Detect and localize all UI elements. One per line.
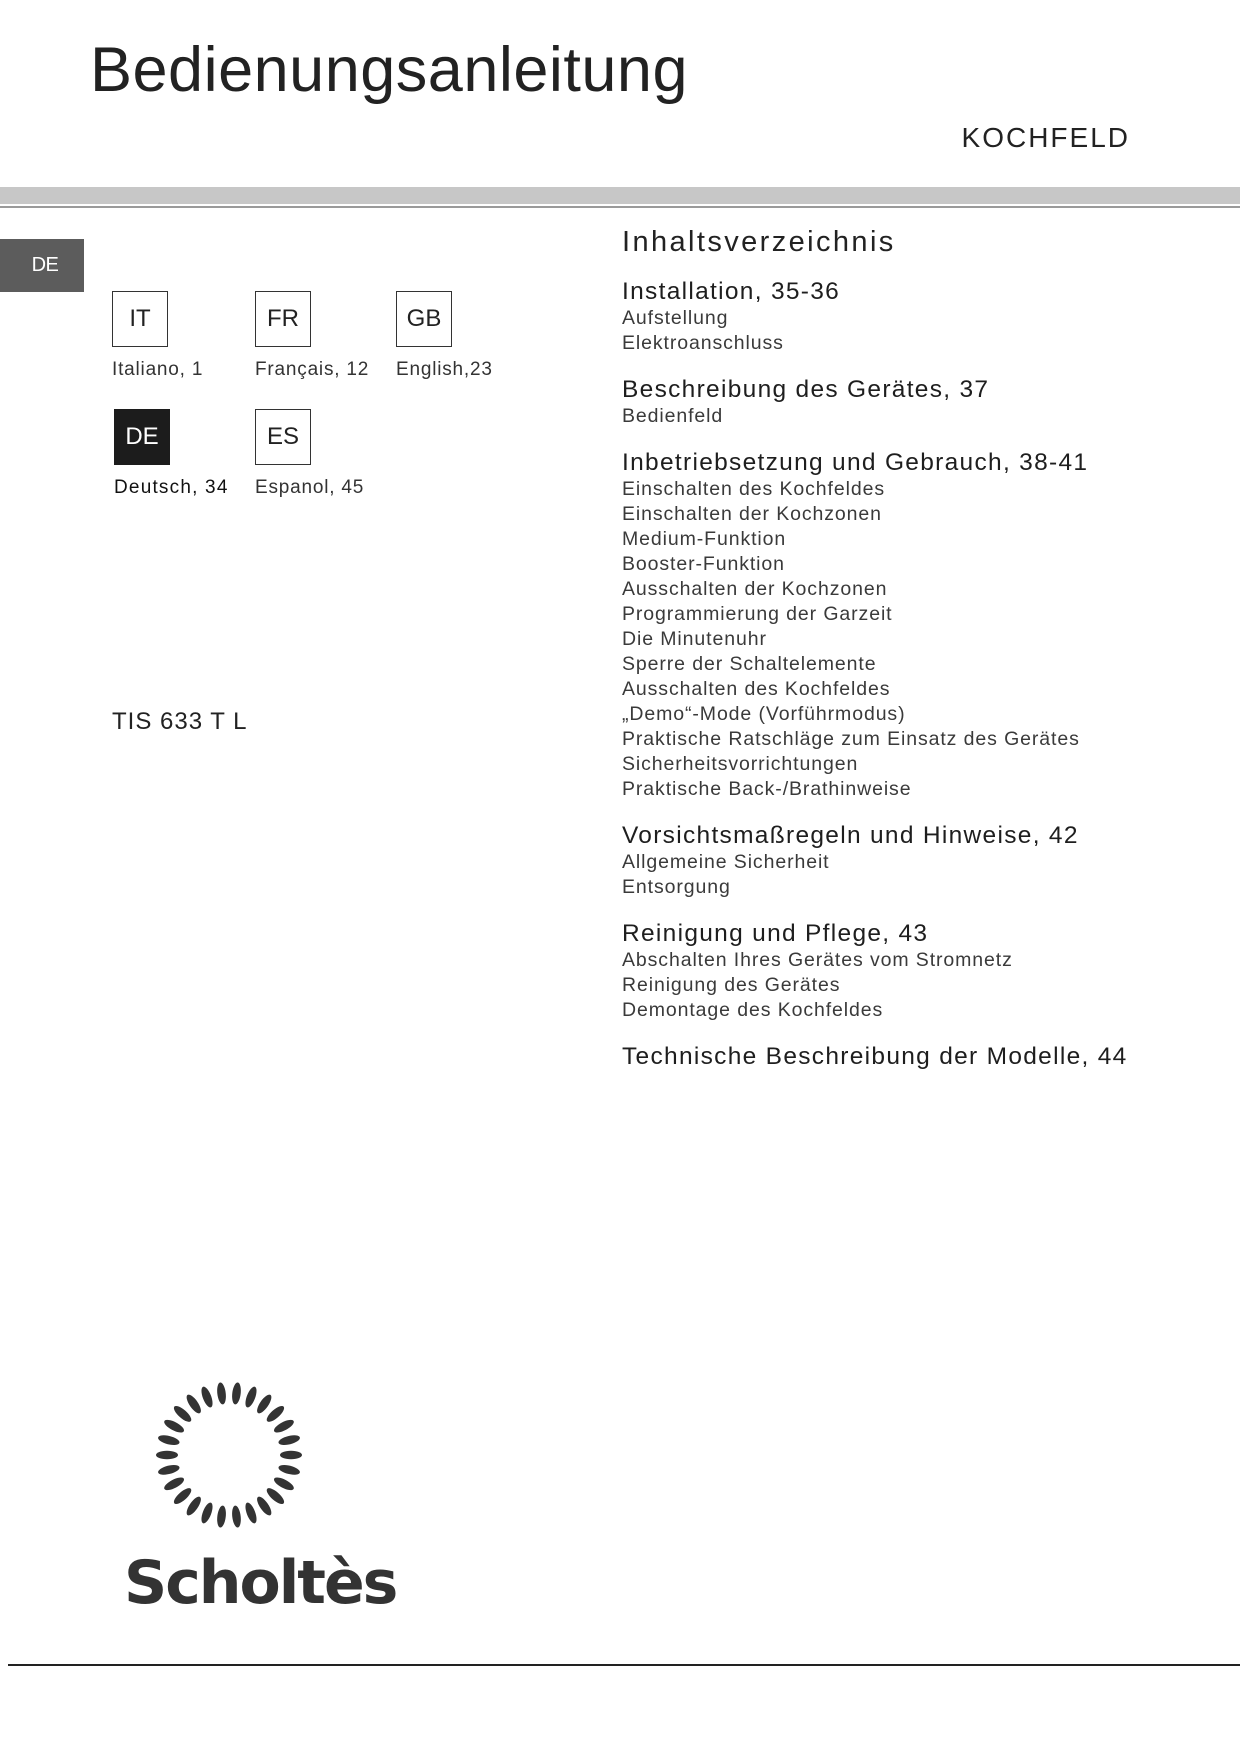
- sunburst-ray: [199, 1501, 215, 1525]
- sunburst-ray: [264, 1403, 286, 1424]
- toc-item[interactable]: Einschalten des Kochfeldes: [622, 478, 885, 500]
- toc-item[interactable]: Ausschalten der Kochzonen: [622, 578, 888, 600]
- table-of-contents: [622, 226, 1222, 1090]
- sunburst-ray: [280, 1451, 302, 1459]
- language-code-box: GB: [396, 291, 452, 347]
- toc-item[interactable]: Medium-Funktion: [622, 528, 787, 550]
- language-code-box: ES: [255, 409, 311, 465]
- sunburst-ray: [278, 1433, 301, 1446]
- sunburst-ray: [184, 1393, 203, 1416]
- footer-divider: [8, 1664, 1240, 1666]
- brand-name: Scholtès: [124, 1548, 397, 1618]
- toc-item[interactable]: Ausschalten des Kochfeldes: [622, 678, 891, 700]
- sunburst-ray: [216, 1505, 227, 1528]
- toc-item[interactable]: Demontage des Kochfeldes: [622, 999, 884, 1021]
- toc-item[interactable]: Sicherheitsvorrichtungen: [622, 753, 859, 775]
- language-label: Italiano, 1: [112, 359, 204, 380]
- page-title: Bedienungsanleitung: [90, 35, 689, 105]
- toc-item[interactable]: Reinigung des Gerätes: [622, 974, 841, 996]
- toc-section: [622, 919, 1222, 1023]
- toc-item[interactable]: Einschalten der Kochzonen: [622, 503, 882, 525]
- language-code-box: DE: [114, 409, 170, 465]
- header-divider: [0, 206, 1240, 208]
- toc-item[interactable]: Sperre der Schaltelemente: [622, 653, 877, 675]
- sunburst-ray: [172, 1486, 194, 1507]
- sunburst-ray: [162, 1475, 185, 1493]
- language-gb[interactable]: [396, 291, 576, 381]
- brand-logo: [118, 1370, 397, 1618]
- language-code-box: IT: [112, 291, 168, 347]
- toc-item[interactable]: Aufstellung: [622, 307, 729, 329]
- sunburst-ray: [162, 1417, 185, 1435]
- toc-section: [622, 375, 1222, 429]
- toc-item[interactable]: „Demo“-Mode (Vorführmodus): [622, 703, 906, 725]
- sunburst-ray: [278, 1463, 301, 1476]
- language-label: English,23: [396, 359, 493, 380]
- model-number: TIS 633 T L: [112, 708, 248, 735]
- sunburst-ray: [216, 1382, 227, 1405]
- toc-section-heading[interactable]: Reinigung und Pflege, 43: [622, 920, 929, 947]
- language-code-box: FR: [255, 291, 311, 347]
- toc-item[interactable]: Entsorgung: [622, 876, 731, 898]
- toc-item[interactable]: Programmierung der Garzeit: [622, 603, 893, 625]
- sunburst-ray: [255, 1393, 274, 1416]
- toc-section: [622, 1042, 1222, 1071]
- sunburst-ray: [272, 1475, 295, 1493]
- product-category: KOCHFELD: [961, 122, 1130, 153]
- sunburst-ray: [231, 1505, 242, 1528]
- sunburst-ray: [172, 1403, 194, 1424]
- toc-section: [622, 821, 1222, 900]
- toc-section-heading[interactable]: Installation, 35-36: [622, 278, 841, 305]
- toc-item[interactable]: Bedienfeld: [622, 405, 724, 427]
- toc-section-heading[interactable]: Vorsichtsmaßregeln und Hinweise, 42: [622, 822, 1079, 849]
- language-label: Espanol, 45: [255, 477, 365, 498]
- sunburst-ray: [243, 1501, 259, 1525]
- toc-item[interactable]: Abschalten Ihres Gerätes vom Stromnetz: [622, 949, 1013, 971]
- toc-section-heading[interactable]: Technische Beschreibung der Modelle, 44: [622, 1043, 1128, 1070]
- sunburst-ray: [156, 1451, 178, 1459]
- toc-section: [622, 277, 1222, 356]
- toc-item[interactable]: Booster-Funktion: [622, 553, 785, 575]
- sunburst-ray: [255, 1495, 274, 1518]
- toc-section: [622, 448, 1222, 802]
- sunburst-icon: [144, 1370, 314, 1540]
- sunburst-ray: [157, 1433, 180, 1446]
- sunburst-ray: [231, 1382, 242, 1405]
- language-label: Français, 12: [255, 359, 370, 380]
- language-label: Deutsch, 34: [114, 477, 229, 498]
- toc-item[interactable]: Praktische Back-/Brathinweise: [622, 778, 912, 800]
- sunburst-ray: [157, 1463, 180, 1476]
- header-band: [0, 187, 1240, 204]
- language-es[interactable]: [255, 409, 435, 499]
- toc-title: Inhaltsverzeichnis: [622, 226, 896, 258]
- sunburst-ray: [264, 1486, 286, 1507]
- toc-item[interactable]: Praktische Ratschläge zum Einsatz des Gerätes: [622, 728, 1080, 750]
- toc-item[interactable]: Die Minutenuhr: [622, 628, 767, 650]
- language-side-tab: DE: [0, 239, 84, 292]
- sunburst-ray: [184, 1495, 203, 1518]
- toc-item[interactable]: Allgemeine Sicherheit: [622, 851, 830, 873]
- sunburst-ray: [272, 1417, 295, 1435]
- toc-section-heading[interactable]: Beschreibung des Gerätes, 37: [622, 376, 990, 403]
- sunburst-ray: [199, 1385, 215, 1409]
- toc-item[interactable]: Elektroanschluss: [622, 332, 784, 354]
- toc-section-heading[interactable]: Inbetriebsetzung und Gebrauch, 38-41: [622, 449, 1089, 476]
- sunburst-ray: [243, 1385, 259, 1409]
